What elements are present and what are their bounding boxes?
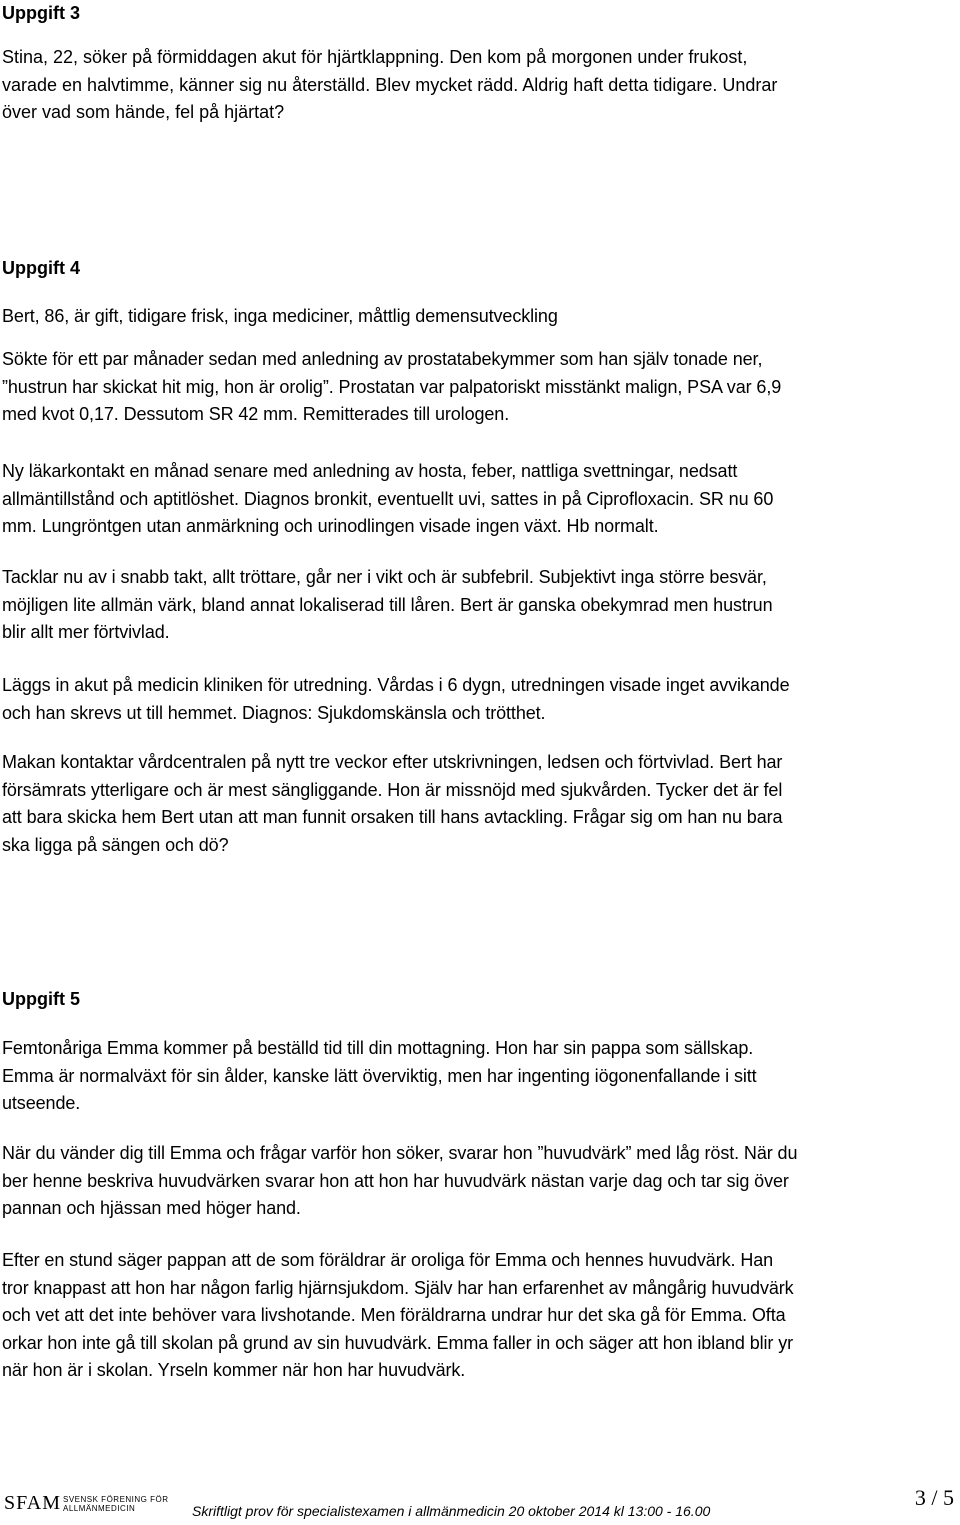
- task5-p1-line: Emma är normalväxt för sin ålder, kanske lätt överviktig, men har ingenting iögonenfallande i sitt: [2, 1065, 757, 1086]
- sfam-logo: [4, 1492, 169, 1515]
- task5-p1-line: utseende.: [2, 1093, 81, 1113]
- task3-line: varade en halvtimme, känner sig nu återställd. Blev mycket rädd. Aldrig haft detta tidigare. Undrar: [2, 74, 778, 95]
- task4-paragraph-1: [2, 303, 952, 331]
- task5-paragraph-2: [2, 1140, 952, 1223]
- task4-p6-line: ska ligga på sängen och dö?: [2, 834, 229, 855]
- task5-p3-line: orkar hon inte gå till skolan på grund av sin huvudvärk. Emma faller in och säger att hon ibland blir yr: [2, 1332, 794, 1353]
- task4-p4-line: Tacklar nu av i snabb takt, allt tröttare, går ner i vikt och är subfebril. Subjektivt inga större besvär,: [2, 567, 767, 587]
- task4-paragraph-2: [2, 346, 952, 429]
- task4-p3-line: mm. Lungröntgen utan anmärkning och urinodlingen visade ingen växt. Hb normalt.: [2, 516, 659, 536]
- sfam-logo-subtitle-line: SVENSK FÖRENING FÖR: [63, 1494, 169, 1504]
- task4-heading: Uppgift 4: [2, 258, 80, 278]
- task5-p3-line: tror knappast att hon har någon farlig hjärnsjukdom. Själv har han erfarenhet av mångårig huvudvärk: [2, 1277, 794, 1298]
- task5-paragraph-3: [2, 1247, 952, 1385]
- sfam-logo-subtitle-line: ALLMÄNMEDICIN: [63, 1503, 136, 1513]
- task4-p2-line: ”hustrun har skickat hit mig, hon är orolig”. Prostatan var palpatoriskt misstänkt malign, PSA var 6,9: [2, 376, 782, 397]
- task5-p2-line: När du vänder dig till Emma och frågar varför hon söker, svarar hon ”huvudvärk” med låg röst. När du: [2, 1143, 798, 1163]
- task4-p6-line: att bara skicka hem Bert utan att man funnit orsaken till hans avtackling. Frågar sig om han nu bara: [2, 807, 783, 827]
- task4-p3-line: allmäntillstånd och aptitlöshet. Diagnos bronkit, eventuellt uvi, sattes in på Ciprofloxacin. SR nu 60: [2, 488, 774, 509]
- task4-p3-line: Ny läkarkontakt en månad senare med anledning av hosta, feber, nattliga svettningar, nedsatt: [2, 461, 738, 481]
- task5-p2-line: ber henne beskriva huvudvärken svarar hon att hon har huvudvärk nästan varje dag och tar sig över: [2, 1170, 789, 1191]
- task4-p1-line: Bert, 86, är gift, tidigare frisk, inga mediciner, måttlig demensutveckling: [2, 306, 558, 326]
- task3-paragraph: [2, 44, 952, 127]
- task5-paragraph-1: [2, 1035, 952, 1118]
- page-number: 3 / 5: [914, 1485, 954, 1510]
- task5-p3-line: Efter en stund säger pappan att de som föräldrar är oroliga för Emma och hennes huvudvärk. Han: [2, 1250, 774, 1270]
- task4-paragraph-6: [2, 749, 952, 859]
- task4-paragraph-5: [2, 672, 952, 727]
- task5-heading: Uppgift 5: [2, 989, 80, 1009]
- task4-p4-line: blir allt mer förtvivlad.: [2, 622, 170, 642]
- task4-p6-line: Makan kontaktar vårdcentralen på nytt tre veckor efter utskrivningen, ledsen och förtvivlad. Bert har: [2, 752, 783, 772]
- task4-p2-line: med kvot 0,17. Dessutom SR 42 mm. Remitterades till urologen.: [2, 404, 510, 424]
- task4-p2-line: Sökte för ett par månader sedan med anledning av prostatabekymmer som han själv tonade ner,: [2, 349, 763, 369]
- exam-footer-text: Skriftligt prov för specialistexamen i allmänmedicin 20 oktober 2014 kl 13:00 - 16.00: [192, 1503, 711, 1519]
- task4-p6-line: försämrats ytterligare och är mest sängliggande. Hon är missnöjd med sjukvården. Tycker det är fel: [2, 779, 783, 800]
- task5-p3-line: när hon är i skolan. Yrseln kommer när hon har huvudvärk.: [2, 1360, 466, 1380]
- task3-line: över vad som hände, fel på hjärtat?: [2, 102, 285, 122]
- task3-heading: Uppgift 3: [2, 3, 80, 23]
- sfam-logo-text: SFAM: [4, 1492, 61, 1514]
- task3-line: Stina, 22, söker på förmiddagen akut för hjärtklappning. Den kom på morgonen under frukost,: [2, 47, 748, 67]
- task4-paragraph-4: [2, 564, 952, 647]
- task5-p3-line: och vet att det inte behöver vara livshotande. Men föräldrarna undrar hur det ska gå för Emma. Ofta: [2, 1305, 786, 1325]
- task5-p1-line: Femtonåriga Emma kommer på beställd tid till din mottagning. Hon har sin pappa som sällskap.: [2, 1038, 754, 1058]
- task4-p5-line: och han skrevs ut till hemmet. Diagnos: Sjukdomskänsla och trötthet.: [2, 702, 546, 723]
- sfam-logo-subtitle: [63, 1495, 169, 1513]
- task4-p5-line: Läggs in akut på medicin kliniken för utredning. Vårdas i 6 dygn, utredningen visade inget avvikande: [2, 675, 790, 695]
- task4-p4-line: möjligen lite allmän värk, bland annat lokaliserad till låren. Bert är ganska obekymrad men hustrun: [2, 594, 773, 615]
- task4-paragraph-3: [2, 458, 952, 541]
- task5-p2-line: pannan och hjässan med höger hand.: [2, 1198, 301, 1218]
